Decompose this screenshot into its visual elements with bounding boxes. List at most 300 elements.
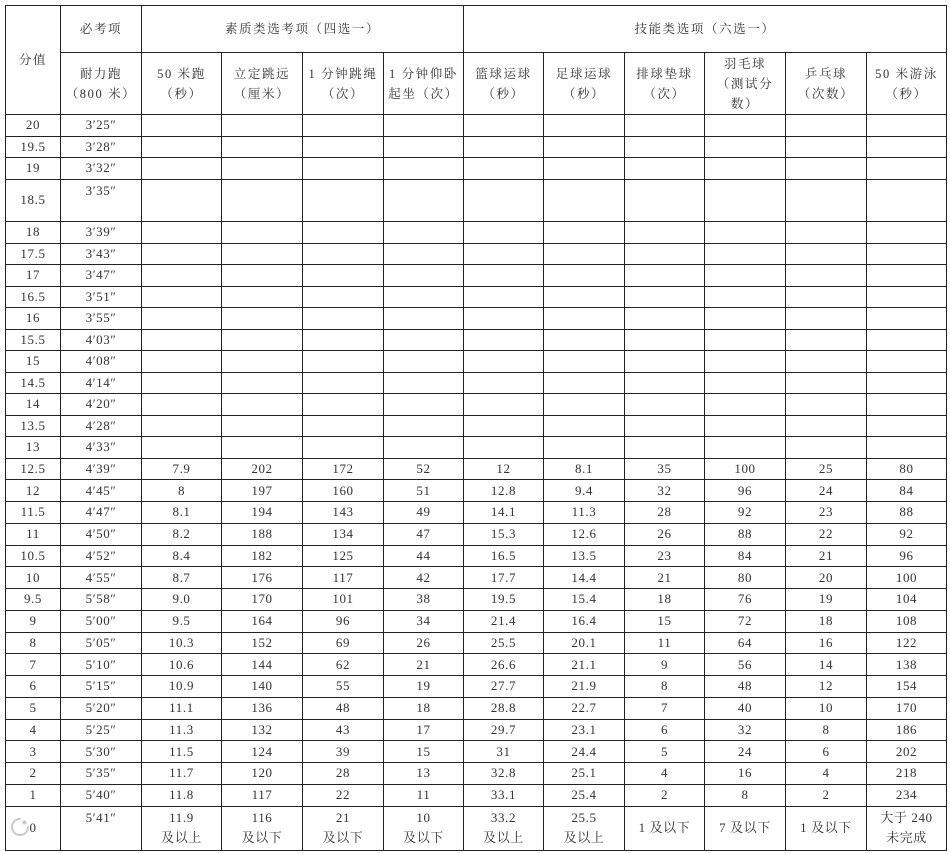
football-dribble-cell: 16.4 xyxy=(544,611,625,633)
table-tennis-cell xyxy=(786,351,867,373)
volleyball-bump-cell xyxy=(625,437,705,459)
score-cell: 2 xyxy=(6,763,61,785)
1min-sit-ups-cell: 44 xyxy=(384,546,464,568)
badminton-cell xyxy=(705,137,786,159)
table-tennis-cell: 10 xyxy=(786,698,867,720)
column-header-endurance-run: 耐力跑 （800 米） xyxy=(61,53,142,115)
volleyball-bump-cell: 32 xyxy=(625,480,705,502)
basketball-dribble-cell: 27.7 xyxy=(464,676,544,698)
endurance-run-cell: 5′35″ xyxy=(61,763,142,785)
50m-run-cell: 11.5 xyxy=(142,741,222,763)
score-cell: 14.5 xyxy=(6,373,61,395)
endurance-run-cell: 5′41″ xyxy=(61,807,142,852)
football-dribble-cell: 21.9 xyxy=(544,676,625,698)
volleyball-bump-cell xyxy=(625,373,705,395)
column-header-football-dribble: 足球运球 （秒） xyxy=(544,53,625,115)
endurance-run-cell: 5′15″ xyxy=(61,676,142,698)
1min-rope-skipping-cell xyxy=(303,180,384,223)
score-cell: 10.5 xyxy=(6,546,61,568)
50m-run-cell xyxy=(142,287,222,309)
1min-rope-skipping-cell xyxy=(303,222,384,244)
score-cell: 11 xyxy=(6,524,61,546)
score-cell: 9.5 xyxy=(6,589,61,611)
standing-long-jump-cell xyxy=(222,137,303,159)
basketball-dribble-cell xyxy=(464,137,544,159)
50m-run-cell: 8 xyxy=(142,480,222,502)
badminton-cell xyxy=(705,115,786,137)
table-tennis-cell: 14 xyxy=(786,654,867,676)
50m-swim-cell xyxy=(867,244,947,266)
1min-rope-skipping-cell xyxy=(303,351,384,373)
volleyball-bump-cell xyxy=(625,351,705,373)
basketball-dribble-cell xyxy=(464,265,544,287)
endurance-run-cell: 4′03″ xyxy=(61,330,142,352)
50m-swim-cell xyxy=(867,308,947,330)
football-dribble-cell xyxy=(544,373,625,395)
50m-run-cell xyxy=(142,115,222,137)
volleyball-bump-cell xyxy=(625,287,705,309)
50m-swim-cell xyxy=(867,330,947,352)
score-cell: 12.5 xyxy=(6,459,61,481)
score-cell: 5 xyxy=(6,698,61,720)
50m-swim-cell: 122 xyxy=(867,633,947,655)
1min-rope-skipping-cell xyxy=(303,158,384,180)
badminton-cell: 88 xyxy=(705,524,786,546)
50m-run-cell xyxy=(142,437,222,459)
badminton-cell xyxy=(705,373,786,395)
standing-long-jump-cell xyxy=(222,115,303,137)
1min-sit-ups-cell xyxy=(384,222,464,244)
volleyball-bump-cell: 2 xyxy=(625,785,705,807)
50m-run-cell: 11.3 xyxy=(142,720,222,742)
football-dribble-cell: 13.5 xyxy=(544,546,625,568)
volleyball-bump-cell xyxy=(625,180,705,223)
standing-long-jump-cell xyxy=(222,373,303,395)
volleyball-bump-cell xyxy=(625,394,705,416)
50m-swim-cell: 100 xyxy=(867,567,947,589)
score-cell: 15.5 xyxy=(6,330,61,352)
score-cell: 8 xyxy=(6,633,61,655)
endurance-run-cell: 3′47″ xyxy=(61,265,142,287)
fitness-elective-group-header: 素质类选考项（四选一） xyxy=(142,6,464,53)
1min-rope-skipping-cell: 22 xyxy=(303,785,384,807)
endurance-run-cell: 3′32″ xyxy=(61,158,142,180)
football-dribble-cell xyxy=(544,351,625,373)
table-tennis-cell: 21 xyxy=(786,546,867,568)
endurance-run-cell: 4′33″ xyxy=(61,437,142,459)
football-dribble-cell xyxy=(544,244,625,266)
score-cell: 20 xyxy=(6,115,61,137)
volleyball-bump-cell: 35 xyxy=(625,459,705,481)
table-tennis-cell xyxy=(786,330,867,352)
football-dribble-cell xyxy=(544,265,625,287)
score-cell: 3 xyxy=(6,741,61,763)
table-tennis-cell: 20 xyxy=(786,567,867,589)
1min-sit-ups-cell: 11 xyxy=(384,785,464,807)
basketball-dribble-cell: 33.2 及以上 xyxy=(464,807,544,852)
badminton-cell: 96 xyxy=(705,480,786,502)
table-tennis-cell xyxy=(786,244,867,266)
volleyball-bump-cell xyxy=(625,416,705,438)
1min-sit-ups-cell: 26 xyxy=(384,633,464,655)
score-cell: 9 xyxy=(6,611,61,633)
standing-long-jump-cell xyxy=(222,351,303,373)
1min-sit-ups-cell xyxy=(384,351,464,373)
badminton-cell: 80 xyxy=(705,567,786,589)
50m-run-cell: 8.4 xyxy=(142,546,222,568)
table-tennis-cell: 25 xyxy=(786,459,867,481)
column-header-basketball-dribble: 篮球运球 （秒） xyxy=(464,53,544,115)
score-cell: 1 xyxy=(6,785,61,807)
1min-rope-skipping-cell xyxy=(303,373,384,395)
standing-long-jump-cell xyxy=(222,437,303,459)
badminton-cell xyxy=(705,330,786,352)
50m-run-cell xyxy=(142,180,222,223)
football-dribble-cell xyxy=(544,394,625,416)
skill-elective-group-header: 技能类选项（六选一） xyxy=(464,6,947,53)
football-dribble-cell xyxy=(544,137,625,159)
endurance-run-cell: 5′58″ xyxy=(61,589,142,611)
standing-long-jump-cell xyxy=(222,244,303,266)
score-column-header: 分值 xyxy=(6,6,61,115)
table-tennis-cell xyxy=(786,137,867,159)
table-tennis-cell: 1 及以下 xyxy=(786,807,867,852)
score-cell: 15 xyxy=(6,351,61,373)
badminton-cell: 64 xyxy=(705,633,786,655)
1min-sit-ups-cell: 38 xyxy=(384,589,464,611)
volleyball-bump-cell: 6 xyxy=(625,720,705,742)
basketball-dribble-cell: 25.5 xyxy=(464,633,544,655)
table-tennis-cell xyxy=(786,222,867,244)
endurance-run-cell: 3′28″ xyxy=(61,137,142,159)
score-cell: 16 xyxy=(6,308,61,330)
1min-sit-ups-cell: 34 xyxy=(384,611,464,633)
standing-long-jump-cell xyxy=(222,265,303,287)
table-tennis-cell: 2 xyxy=(786,785,867,807)
50m-swim-cell: 154 xyxy=(867,676,947,698)
basketball-dribble-cell xyxy=(464,308,544,330)
endurance-run-cell: 4′20″ xyxy=(61,394,142,416)
badminton-cell xyxy=(705,394,786,416)
standing-long-jump-cell xyxy=(222,158,303,180)
1min-sit-ups-cell xyxy=(384,244,464,266)
basketball-dribble-cell: 15.3 xyxy=(464,524,544,546)
badminton-cell: 24 xyxy=(705,741,786,763)
1min-rope-skipping-cell: 134 xyxy=(303,524,384,546)
football-dribble-cell xyxy=(544,158,625,180)
basketball-dribble-cell xyxy=(464,394,544,416)
endurance-run-cell: 5′00″ xyxy=(61,611,142,633)
1min-sit-ups-cell xyxy=(384,137,464,159)
football-dribble-cell xyxy=(544,115,625,137)
volleyball-bump-cell xyxy=(625,265,705,287)
volleyball-bump-cell: 9 xyxy=(625,654,705,676)
50m-run-cell: 10.9 xyxy=(142,676,222,698)
football-dribble-cell: 11.3 xyxy=(544,502,625,524)
volleyball-bump-cell xyxy=(625,158,705,180)
50m-run-cell xyxy=(142,330,222,352)
badminton-cell xyxy=(705,265,786,287)
1min-rope-skipping-cell: 48 xyxy=(303,698,384,720)
50m-swim-cell xyxy=(867,394,947,416)
score-cell: 0 xyxy=(6,807,61,852)
standing-long-jump-cell: 176 xyxy=(222,567,303,589)
standing-long-jump-cell: 124 xyxy=(222,741,303,763)
basketball-dribble-cell: 26.6 xyxy=(464,654,544,676)
volleyball-bump-cell: 1 及以下 xyxy=(625,807,705,852)
50m-run-cell: 11.1 xyxy=(142,698,222,720)
1min-sit-ups-cell: 51 xyxy=(384,480,464,502)
score-cell: 6 xyxy=(6,676,61,698)
50m-swim-cell: 202 xyxy=(867,741,947,763)
1min-rope-skipping-cell: 160 xyxy=(303,480,384,502)
football-dribble-cell xyxy=(544,437,625,459)
1min-sit-ups-cell xyxy=(384,180,464,223)
50m-swim-cell: 138 xyxy=(867,654,947,676)
50m-swim-cell xyxy=(867,437,947,459)
volleyball-bump-cell xyxy=(625,330,705,352)
score-cell: 13 xyxy=(6,437,61,459)
50m-swim-cell xyxy=(867,115,947,137)
basketball-dribble-cell: 28.8 xyxy=(464,698,544,720)
1min-sit-ups-cell: 47 xyxy=(384,524,464,546)
standing-long-jump-cell: 152 xyxy=(222,633,303,655)
1min-rope-skipping-cell: 69 xyxy=(303,633,384,655)
standing-long-jump-cell xyxy=(222,330,303,352)
football-dribble-cell xyxy=(544,308,625,330)
football-dribble-cell: 8.1 xyxy=(544,459,625,481)
endurance-run-cell: 3′35″ xyxy=(61,180,142,223)
volleyball-bump-cell xyxy=(625,222,705,244)
basketball-dribble-cell: 12.8 xyxy=(464,480,544,502)
50m-run-cell xyxy=(142,308,222,330)
table-tennis-cell xyxy=(786,373,867,395)
endurance-run-cell: 5′30″ xyxy=(61,741,142,763)
basketball-dribble-cell xyxy=(464,244,544,266)
1min-sit-ups-cell xyxy=(384,330,464,352)
volleyball-bump-cell: 18 xyxy=(625,589,705,611)
football-dribble-cell xyxy=(544,222,625,244)
1min-sit-ups-cell: 42 xyxy=(384,567,464,589)
standing-long-jump-cell: 136 xyxy=(222,698,303,720)
basketball-dribble-cell: 29.7 xyxy=(464,720,544,742)
standing-long-jump-cell xyxy=(222,416,303,438)
50m-run-cell xyxy=(142,373,222,395)
1min-sit-ups-cell xyxy=(384,394,464,416)
standing-long-jump-cell: 116 及以下 xyxy=(222,807,303,852)
table-tennis-cell: 22 xyxy=(786,524,867,546)
50m-run-cell xyxy=(142,416,222,438)
table-tennis-cell xyxy=(786,308,867,330)
basketball-dribble-cell: 14.1 xyxy=(464,502,544,524)
badminton-cell: 92 xyxy=(705,502,786,524)
basketball-dribble-cell: 16.5 xyxy=(464,546,544,568)
50m-run-cell: 10.3 xyxy=(142,633,222,655)
table-tennis-cell: 12 xyxy=(786,676,867,698)
badminton-cell xyxy=(705,244,786,266)
1min-rope-skipping-cell xyxy=(303,265,384,287)
1min-sit-ups-cell: 15 xyxy=(384,741,464,763)
50m-swim-cell xyxy=(867,287,947,309)
1min-rope-skipping-cell: 43 xyxy=(303,720,384,742)
standing-long-jump-cell: 120 xyxy=(222,763,303,785)
football-dribble-cell: 24.4 xyxy=(544,741,625,763)
volleyball-bump-cell: 8 xyxy=(625,676,705,698)
score-cell: 12 xyxy=(6,480,61,502)
volleyball-bump-cell: 28 xyxy=(625,502,705,524)
standing-long-jump-cell xyxy=(222,287,303,309)
endurance-run-cell: 4′50″ xyxy=(61,524,142,546)
basketball-dribble-cell: 33.1 xyxy=(464,785,544,807)
endurance-run-cell: 5′25″ xyxy=(61,720,142,742)
score-cell: 13.5 xyxy=(6,416,61,438)
1min-rope-skipping-cell: 55 xyxy=(303,676,384,698)
badminton-cell xyxy=(705,158,786,180)
1min-sit-ups-cell: 21 xyxy=(384,654,464,676)
standing-long-jump-cell: 197 xyxy=(222,480,303,502)
50m-swim-cell xyxy=(867,158,947,180)
football-dribble-cell xyxy=(544,330,625,352)
1min-rope-skipping-cell xyxy=(303,330,384,352)
endurance-run-cell: 5′10″ xyxy=(61,654,142,676)
1min-rope-skipping-cell xyxy=(303,287,384,309)
badminton-cell: 32 xyxy=(705,720,786,742)
50m-run-cell: 9.0 xyxy=(142,589,222,611)
basketball-dribble-cell xyxy=(464,416,544,438)
badminton-cell xyxy=(705,437,786,459)
badminton-cell: 84 xyxy=(705,546,786,568)
badminton-cell: 7 及以下 xyxy=(705,807,786,852)
1min-sit-ups-cell: 52 xyxy=(384,459,464,481)
football-dribble-cell xyxy=(544,180,625,223)
football-dribble-cell: 25.1 xyxy=(544,763,625,785)
50m-swim-cell: 96 xyxy=(867,546,947,568)
standing-long-jump-cell: 164 xyxy=(222,611,303,633)
football-dribble-cell: 25.5 及以上 xyxy=(544,807,625,852)
table-tennis-cell xyxy=(786,265,867,287)
football-dribble-cell xyxy=(544,416,625,438)
basketball-dribble-cell xyxy=(464,180,544,223)
badminton-cell: 48 xyxy=(705,676,786,698)
50m-swim-cell: 108 xyxy=(867,611,947,633)
1min-sit-ups-cell: 17 xyxy=(384,720,464,742)
table-tennis-cell xyxy=(786,437,867,459)
1min-sit-ups-cell: 49 xyxy=(384,502,464,524)
score-cell: 14 xyxy=(6,394,61,416)
endurance-run-cell: 3′51″ xyxy=(61,287,142,309)
1min-rope-skipping-cell xyxy=(303,137,384,159)
football-dribble-cell: 23.1 xyxy=(544,720,625,742)
score-cell: 4 xyxy=(6,720,61,742)
endurance-run-cell: 4′55″ xyxy=(61,567,142,589)
endurance-run-cell: 4′45″ xyxy=(61,480,142,502)
50m-swim-cell: 234 xyxy=(867,785,947,807)
50m-swim-cell xyxy=(867,351,947,373)
50m-run-cell: 8.7 xyxy=(142,567,222,589)
table-tennis-cell: 19 xyxy=(786,589,867,611)
1min-sit-ups-cell xyxy=(384,265,464,287)
1min-sit-ups-cell xyxy=(384,373,464,395)
1min-sit-ups-cell xyxy=(384,437,464,459)
table-tennis-cell: 16 xyxy=(786,633,867,655)
basketball-dribble-cell xyxy=(464,287,544,309)
football-dribble-cell: 20.1 xyxy=(544,633,625,655)
50m-swim-cell: 170 xyxy=(867,698,947,720)
endurance-run-cell: 5′40″ xyxy=(61,785,142,807)
football-dribble-cell: 12.6 xyxy=(544,524,625,546)
50m-run-cell xyxy=(142,137,222,159)
standing-long-jump-cell: 132 xyxy=(222,720,303,742)
score-cell: 11.5 xyxy=(6,502,61,524)
1min-sit-ups-cell xyxy=(384,287,464,309)
50m-swim-cell: 84 xyxy=(867,480,947,502)
50m-run-cell: 7.9 xyxy=(142,459,222,481)
50m-swim-cell: 大于 240 未完成 xyxy=(867,807,947,852)
standing-long-jump-cell: 144 xyxy=(222,654,303,676)
badminton-cell: 16 xyxy=(705,763,786,785)
50m-run-cell xyxy=(142,158,222,180)
1min-sit-ups-cell xyxy=(384,416,464,438)
column-header-table-tennis: 乒乓球 （次数） xyxy=(786,53,867,115)
1min-rope-skipping-cell: 62 xyxy=(303,654,384,676)
1min-sit-ups-cell xyxy=(384,158,464,180)
football-dribble-cell xyxy=(544,287,625,309)
standing-long-jump-cell xyxy=(222,180,303,223)
volleyball-bump-cell xyxy=(625,115,705,137)
1min-sit-ups-cell: 10 及以下 xyxy=(384,807,464,852)
volleyball-bump-cell: 23 xyxy=(625,546,705,568)
score-cell: 7 xyxy=(6,654,61,676)
table-tennis-cell: 18 xyxy=(786,611,867,633)
endurance-run-cell: 5′05″ xyxy=(61,633,142,655)
50m-swim-cell: 92 xyxy=(867,524,947,546)
basketball-dribble-cell xyxy=(464,330,544,352)
50m-run-cell xyxy=(142,351,222,373)
1min-sit-ups-cell: 18 xyxy=(384,698,464,720)
1min-rope-skipping-cell: 21 及以下 xyxy=(303,807,384,852)
50m-swim-cell xyxy=(867,265,947,287)
endurance-run-cell: 4′08″ xyxy=(61,351,142,373)
volleyball-bump-cell xyxy=(625,308,705,330)
50m-run-cell xyxy=(142,222,222,244)
basketball-dribble-cell xyxy=(464,158,544,180)
1min-rope-skipping-cell xyxy=(303,416,384,438)
1min-rope-skipping-cell xyxy=(303,437,384,459)
volleyball-bump-cell: 21 xyxy=(625,567,705,589)
standing-long-jump-cell xyxy=(222,308,303,330)
basketball-dribble-cell xyxy=(464,115,544,137)
football-dribble-cell: 21.1 xyxy=(544,654,625,676)
table-tennis-cell: 4 xyxy=(786,763,867,785)
standing-long-jump-cell xyxy=(222,394,303,416)
football-dribble-cell: 25.4 xyxy=(544,785,625,807)
badminton-cell xyxy=(705,222,786,244)
table-tennis-cell xyxy=(786,158,867,180)
volleyball-bump-cell: 4 xyxy=(625,763,705,785)
50m-run-cell xyxy=(142,244,222,266)
badminton-cell: 76 xyxy=(705,589,786,611)
endurance-run-cell: 3′43″ xyxy=(61,244,142,266)
score-cell: 18 xyxy=(6,222,61,244)
score-cell: 19.5 xyxy=(6,137,61,159)
endurance-run-cell: 3′55″ xyxy=(61,308,142,330)
column-header-badminton: 羽毛球 （测试分 数） xyxy=(705,53,786,115)
score-cell: 19 xyxy=(6,158,61,180)
table-tennis-cell xyxy=(786,394,867,416)
50m-run-cell: 8.2 xyxy=(142,524,222,546)
volleyball-bump-cell xyxy=(625,244,705,266)
50m-swim-cell xyxy=(867,222,947,244)
